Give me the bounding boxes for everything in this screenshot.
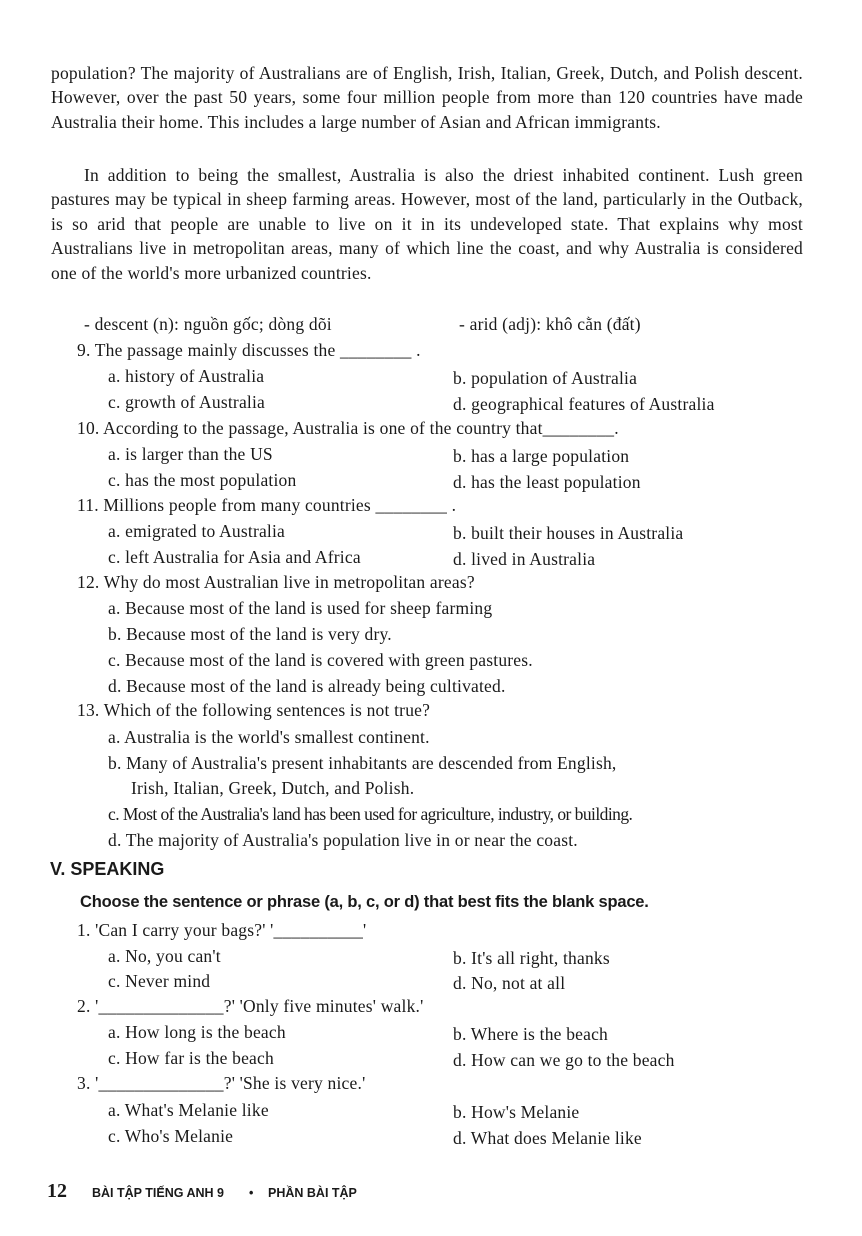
question-11-stem: 11. Millions people from many countries ________ . [77,495,457,515]
speaking-question-2-option-c: c. How far is the beach [108,1048,274,1068]
question-12-option-a: a. Because most of the land is used for sheep farming [108,598,493,618]
speaking-question-2-option-d: d. How can we go to the beach [453,1050,675,1070]
question-12-option-c: c. Because most of the land is covered with green pastures. [108,650,533,670]
footer-bullet: • [249,1186,254,1200]
speaking-question-3-stem: 3. '______________?' 'She is very nice.' [77,1073,366,1093]
question-9-option-c: c. growth of Australia [108,392,266,412]
question-10-option-d: d. has the least population [453,472,641,492]
speaking-question-1-option-a: a. No, you can't [108,946,221,966]
question-11-option-b: b. built their houses in Australia [453,523,684,543]
speaking-question-2-option-b: b. Where is the beach [453,1024,608,1044]
footer-book-title: BÀI TẬP TIẾNG ANH 9 [92,1186,224,1200]
speaking-question-3-option-a: a. What's Melanie like [108,1100,269,1120]
vocab-arid: - arid (adj): khô cằn (đất) [459,314,641,334]
footer-section: PHẦN BÀI TẬP [268,1186,357,1200]
speaking-question-1-stem: 1. 'Can I carry your bags?' '__________' [77,920,367,940]
question-10-option-b: b. has a large population [453,446,630,466]
question-13-option-b: b. Many of Australia's present inhabitants are descended from English, [108,753,617,773]
question-9-option-d: d. geographical features of Australia [453,394,715,414]
speaking-question-3-option-d: d. What does Melanie like [453,1128,642,1148]
question-11-option-c: c. left Australia for Asia and Africa [108,547,361,567]
question-12-stem: 12. Why do most Australian live in metropolitan areas? [77,572,475,592]
question-9-stem: 9. The passage mainly discusses the ________ . [77,340,421,360]
question-10-stem: 10. According to the passage, Australia is one of the country that________. [77,418,619,438]
question-9-option-a: a. history of Australia [108,366,265,386]
speaking-question-1-option-c: c. Never mind [108,971,211,991]
speaking-question-1-option-b: b. It's all right, thanks [453,948,610,968]
question-13-stem: 13. Which of the following sentences is not true? [77,700,431,720]
question-13-option-d: d. The majority of Australia's population live in or near the coast. [108,830,578,850]
speaking-question-1-option-d: d. No, not at all [453,973,566,993]
section-heading-speaking: V. SPEAKING [50,859,165,879]
speaking-instruction: Choose the sentence or phrase (a, b, c, or d) that best fits the blank space. [80,893,649,911]
speaking-question-3-option-b: b. How's Melanie [453,1102,580,1122]
passage-paragraph-2: In addition to being the smallest, Australia is also the driest inhabited continent. Lush green pastures may be typical in sheep farming areas. However, most of the land, particularly in the Outback, is so arid that people are unable to live on it in its undeveloped state. That explains why most Australians live in metropolitan areas, many of which line the coast, and why Australia is considered one of the world's more urbanized countries. [51,165,803,283]
question-13-option-c: c. Most of the Australia's land has been used for agriculture, industry, or building. [108,804,633,824]
vocab-descent: - descent (n): nguồn gốc; dòng dõi [84,314,332,334]
question-13-option-b-continued: Irish, Italian, Greek, Dutch, and Polish. [131,778,415,798]
question-13-option-a: a. Australia is the world's smallest continent. [108,727,430,747]
question-12-option-d: d. Because most of the land is already being cultivated. [108,676,506,696]
passage-paragraph-1: population? The majority of Australians are of English, Irish, Italian, Greek, Dutch, and Polish descent. However, over the past 50 years, some four million people from more than 120 countries have made Australia their home. This includes a large number of Asian and African immigrants. [51,63,803,132]
speaking-question-3-option-c: c. Who's Melanie [108,1126,234,1146]
question-11-option-a: a. emigrated to Australia [108,521,286,541]
question-12-option-b: b. Because most of the land is very dry. [108,624,392,644]
page-number: 12 [47,1180,67,1202]
speaking-question-2-stem: 2. '______________?' 'Only five minutes' walk.' [77,996,424,1016]
speaking-question-2-option-a: a. How long is the beach [108,1022,286,1042]
question-10-option-a: a. is larger than the US [108,444,273,464]
question-11-option-d: d. lived in Australia [453,549,596,569]
question-10-option-c: c. has the most population [108,470,297,490]
question-9-option-b: b. population of Australia [453,368,638,388]
